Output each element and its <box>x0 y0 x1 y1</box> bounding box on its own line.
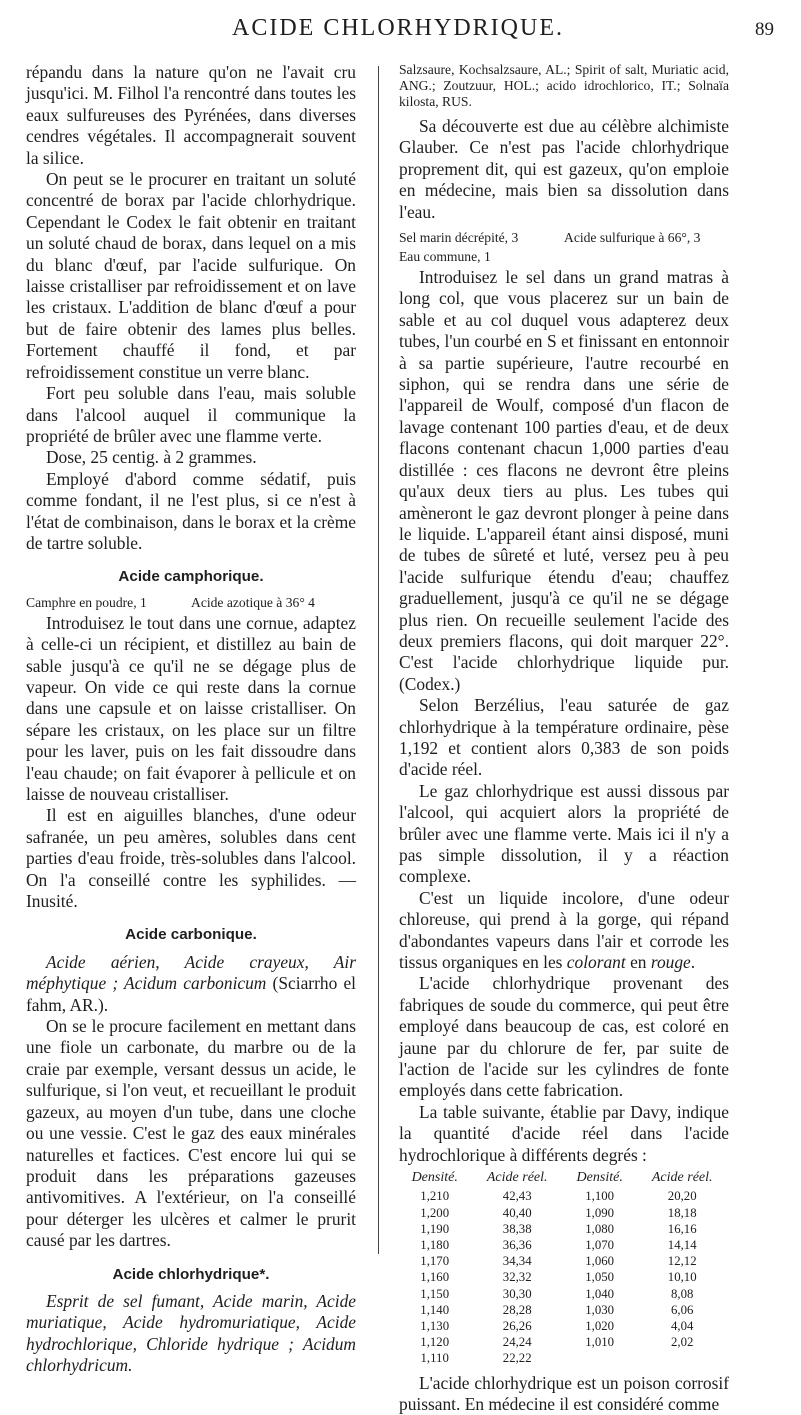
table-cell: 4,04 <box>670 1318 694 1333</box>
section-heading-camphorique: Acide camphorique. <box>118 568 264 586</box>
paragraph: La table suivante, établie par Davy, indique la quantité d'acide réel dans l'acide hydrochlorique à différents degrés : <box>399 1101 729 1165</box>
paragraph: Il est en aiguilles blanches, d'une odeur safranée, un peu amères, solubles dans cent parties d'eau froide, très-solubles dans l'alcool. On l'a conseillé contre les syphilides. — Inusité. <box>26 805 356 912</box>
table-cell: 2,02 <box>670 1335 694 1350</box>
table-cell: 6,06 <box>670 1302 694 1317</box>
running-title: ACIDE CHLORHYDRIQUE. <box>232 15 564 41</box>
table-row <box>399 1205 729 1221</box>
table-cell: 1,080 <box>585 1221 615 1236</box>
table-cell: 20,20 <box>667 1189 697 1204</box>
density-table <box>399 1170 729 1366</box>
paragraph: Introduisez le sel dans un grand matras à long col, que vous placerez sur un bain de sable et au col duquel vous adapterez deux tubes, l'un courbé en S et finissant en entonnoir à sa partie supérieure, l'autre recourbé en siphon, qui se rendra dans une série de l'appareil de Woulf, composé d'un flacon de lavage contenant 100 parties d'eau, et de deux flacons contenant chacun 1,000 parties d'eau distillée : ces flacons ne devront être pleins qu'aux deux tiers au plus. Les tubes qui amèneront le gaz devront plonger à peine dans le liquide. L'appareil étant ainsi disposé, muni de tubes de sûreté et luté, versez peu à peu l'acide sulfurique étendu d'eau; chauffez graduellement, jusqu'à ce qu'il ne se dégage plus rien. On recueille seulement l'acide des deux premiers flacons, qui doit marquer 22°. C'est l'acide chlorhydrique liquide pur. (Codex.) <box>399 267 729 694</box>
table-cell: 1,010 <box>585 1335 615 1350</box>
table-row <box>399 1269 729 1285</box>
table-row <box>399 1350 729 1366</box>
ingredient: Acide azotique à 36° 4 <box>191 594 315 610</box>
table-cell: 1,140 <box>420 1302 450 1317</box>
paragraph: Sa découverte est due au célèbre alchimiste Glauber. Ce n'est pas l'acide chlorhydrique proprement dit, qui est gazeux, qu'on emploie en médecine, mais bien sa dissolution dans l'eau. <box>399 116 729 222</box>
table-cell: 32,32 <box>502 1270 532 1285</box>
paragraph: On peut se le procurer en traitant un soluté concentré de borax par l'acide chlorhydrique. Cependant le Codex le fait obtenir en traitant un soluté chaud de borax, dans lequel on a mis du blanc d'œuf, par l'acide sulfurique. On laisse cristalliser par refroidissement et on lave les cristaux. L'addition de blanc d'œuf a pour but de faire obtenir des lames plus belles. Fortement chauffé il fond, et par refroidissement constitue un verre blanc. <box>26 169 356 382</box>
table-cell: 38,38 <box>502 1221 532 1236</box>
table-cell: 18,18 <box>667 1205 697 1220</box>
paragraph: Selon Berzélius, l'eau saturée de gaz chlorhydrique à la température ordinaire, pèse 1,192 et contient alors 0,383 de son poids d'acide réel. <box>399 695 729 780</box>
table-cell: 1,190 <box>420 1221 450 1236</box>
table-cell: 1,020 <box>585 1318 615 1333</box>
table-row <box>399 1334 729 1350</box>
left-column <box>26 62 356 1377</box>
table-cell: 30,30 <box>502 1286 532 1301</box>
table-cell: 1,150 <box>420 1286 450 1301</box>
table-row <box>399 1221 729 1237</box>
table-cell: 42,43 <box>502 1189 532 1204</box>
table-cell: 1,040 <box>585 1286 615 1301</box>
paragraph: L'acide chlorhydrique est un poison corrosif puissant. En médecine il est considéré comme <box>399 1372 729 1414</box>
table-cell: 8,08 <box>670 1286 694 1301</box>
paragraph: Fort peu soluble dans l'eau, mais soluble dans l'alcool auquel il communique la propriété de brûler avec une flamme verte. <box>26 383 356 446</box>
dose-line: Dose, 25 centig. à 2 grammes. <box>46 447 257 468</box>
table-row <box>399 1286 729 1302</box>
table-cell: 1,120 <box>420 1335 450 1350</box>
paragraph: Employé d'abord comme sédatif, puis comme fondant, il ne l'est plus, si ce n'est à l'état de combinaison, dans le borax et la crème de tartre soluble. <box>26 468 356 553</box>
right-column <box>399 62 729 1415</box>
paragraph: C'est un liquide incolore, d'une odeur chloreuse, qui prend à la gorge, qui répand d'abondantes vapeurs dans l'air et corrode les tissus organiques en les colorant en rouge. <box>399 887 729 973</box>
table-cell: 12,12 <box>667 1254 697 1269</box>
table-row <box>399 1237 729 1253</box>
table-cell: 28,28 <box>502 1302 532 1317</box>
table-header-row <box>399 1170 729 1188</box>
table-cell: 16,16 <box>667 1221 697 1236</box>
table-cell: 36,36 <box>502 1237 532 1252</box>
table-cell: 24,24 <box>502 1335 532 1350</box>
table-cell: 1,180 <box>420 1237 450 1252</box>
table-row <box>399 1253 729 1269</box>
table-cell: 40,40 <box>502 1205 532 1220</box>
formula-row <box>399 229 729 246</box>
paragraph: Le gaz chlorhydrique est aussi dissous par l'alcool, qui acquiert alors la propriété de brûler avec une flamme verte. Mais ici il n'y a pas simple dissolution, il y a réaction complexe. <box>399 780 729 887</box>
table-cell: 1,110 <box>420 1351 449 1366</box>
table-cell: 14,14 <box>667 1237 697 1252</box>
column-header: Acide réel. <box>651 1170 713 1186</box>
ingredient: Camphre en poudre, 1 <box>26 594 147 610</box>
table-cell: 22,22 <box>502 1351 532 1366</box>
section-heading-chlorhydrique: Acide chlorhydrique*. <box>112 1265 270 1283</box>
synonyms: Esprit de sel fumant, Acide marin, Acide muriatique, Acide hydromuriatique, Acide hydrochlorique, Chloride hydrique ; Acidum chlorhydricum. <box>26 1290 356 1376</box>
table-cell <box>635 1350 729 1366</box>
formula-row <box>399 248 729 265</box>
page-number: 89 <box>755 19 774 40</box>
paragraph: répandu dans la nature qu'on ne l'avait cru jusqu'ici. M. Filhol l'a rencontré dans toutes les eaux sulfureuses des Pyrénées, dans diverses cendres végétales. Il accompagnerait souvent la silice. <box>26 62 356 168</box>
column-header: Densité. <box>411 1170 458 1186</box>
column-header: Acide réel. <box>486 1170 548 1186</box>
table-cell: 1,170 <box>420 1254 450 1269</box>
paragraph: Introduisez le tout dans une cornue, adaptez à celle-ci un récipient, et distillez au bain de sable jusqu'à ce qu'il ne se dégage plus de vapeur. On vide ce qui reste dans la cornue dans une capsule et on laisse cristalliser. On sépare les cristaux, on les place sur un filtre pour les laver, puis on les fait dissoudre dans l'eau chaude; on fait évaporer à pellicule et on laisse de nouveau cristalliser. <box>26 612 356 804</box>
foreign-synonyms: Salzsaure, Kochsalzsaure, AL.; Spirit of salt, Muriatic acid, ANG.; Zoutzuur, HOL.; acido idrochlorico, IT.; Solnaïa kilosta, RUS. <box>399 62 729 109</box>
table-cell: 1,200 <box>420 1205 450 1220</box>
table-cell: 34,34 <box>502 1254 532 1269</box>
ingredient: Acide sulfurique à 66°, 3 <box>564 230 701 246</box>
ingredient: Sel marin décrépité, 3 <box>399 230 519 246</box>
table-cell: 1,100 <box>585 1189 615 1204</box>
table-cell: 1,050 <box>585 1270 615 1285</box>
paragraph: L'acide chlorhydrique provenant des fabriques de soude du commerce, qui peut être employé dans beaucoup de cas, est coloré en jaune par du chlorure de fer, par suite de l'action de l'acide sur les cylindres de fonte employés dans cette fabrication. <box>399 973 729 1101</box>
table-cell: 1,090 <box>585 1205 615 1220</box>
table-cell: 1,070 <box>585 1237 615 1252</box>
ingredient: Eau commune, 1 <box>399 249 491 265</box>
synonyms: Acide aérien, Acide crayeux, Air méphytique ; Acidum carbonicum (Sciarrho el fahm, AR.). <box>26 951 356 1015</box>
section-heading-carbonique: Acide carbonique. <box>125 926 257 944</box>
table-cell: 1,060 <box>585 1254 615 1269</box>
table-row <box>399 1318 729 1334</box>
table-cell: 10,10 <box>667 1270 697 1285</box>
table-cell <box>564 1350 635 1366</box>
table-cell: 1,160 <box>420 1270 450 1285</box>
column-divider <box>378 66 379 1254</box>
table-cell: 1,210 <box>420 1189 450 1204</box>
table-row <box>399 1188 729 1204</box>
table-cell: 1,130 <box>420 1318 450 1333</box>
table-cell: 1,030 <box>585 1302 615 1317</box>
table-cell: 26,26 <box>502 1318 532 1333</box>
column-header: Densité. <box>576 1170 623 1186</box>
table-row <box>399 1302 729 1318</box>
formula-row <box>26 594 356 611</box>
paragraph: On se le procure facilement en mettant dans une fiole un carbonate, du marbre ou de la craie par exemple, versant dessus un acide, le sulfurique, si l'on veut, et recueillant le produit gazeux, au moyen d'un tube, dans une cloche ou une vessie. C'est le gaz des eaux minérales naturelles et factices. C'est encore lui qui se produit dans les préparations gazeuses antivomitives. A l'extérieur, on l'a conseillé pour déterger les ulcères et calmer le prurit causé par les dartres. <box>26 1016 356 1251</box>
